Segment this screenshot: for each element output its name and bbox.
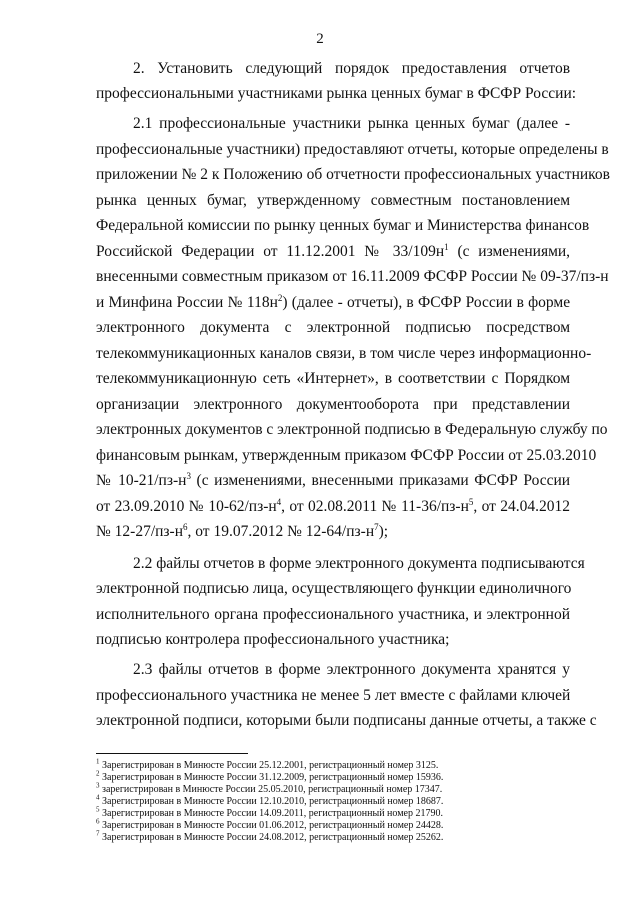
body-line: 2. Установить следующий порядок предоставления отчетов: [133, 60, 571, 77]
footnote-ref: 1: [444, 241, 449, 252]
body-line: приложении № 2 к Положению об отчетности профессиональных участников: [96, 166, 610, 183]
body-line: 2.3 файлы отчетов в форме электронного документа хранятся у: [133, 661, 571, 678]
body-line: № $10-21/пз-н^3$ (с изменениями, внесенными приказами ФСФР России: [96, 470, 571, 489]
body-line: профессиональные участники) предоставляют отчеты, которые определены в: [96, 141, 609, 158]
body-line: электронных документов с электронной подписью в Федеральную службу по: [96, 421, 608, 438]
body-line: организации электронного документооборота при представлении: [96, 396, 570, 413]
body-line: рынка ценных бумаг, утвержденному совместным постановлением: [96, 192, 571, 209]
footnote: $^2$ Зарегистрирован в Минюсте России 31.12.2009, регистрационный номер 15936.: [96, 769, 444, 783]
footnote: $^4$ Зарегистрирован в Минюсте России 12.10.2010, регистрационный номер 18687.: [96, 793, 444, 807]
body-line: 2.2 файлы отчетов в форме электронного документа подписываются: [133, 555, 585, 572]
body-line: внесенными совместным приказом от 16.11.2009 ФСФР России № 09-37/пз-н: [96, 268, 609, 285]
footnote: $^3$ зарегистрирован в Минюсте России 25.05.2010, регистрационный номер 17347.: [96, 781, 443, 795]
footnote: $^7$ Зарегистрирован в Минюсте России 24.08.2012, регистрационный номер 25262.: [96, 829, 444, 843]
footnote: $^1$ Зарегистрирован в Минюсте России 25.12.2001, регистрационный номер 3125.: [96, 757, 439, 771]
footnote-separator: [96, 753, 248, 754]
body-line: Российской Федерации от 11.12.2001 № $33/109н^1$ (с изменениями,: [96, 241, 571, 260]
body-line: 2.1 профессиональные участники рынка ценных бумаг (далее -: [133, 115, 571, 132]
body-line: Федеральной комиссии по рынку ценных бумаг и Министерства финансов: [96, 217, 590, 234]
footnote-ref: 2: [277, 292, 283, 303]
footnote-ref: 7: [374, 521, 379, 532]
page-number: 2: [316, 31, 324, 47]
body-line: финансовым рынкам, утвержденным приказом ФСФР России от 25.03.2010: [96, 447, 597, 464]
footnote: $^5$ Зарегистрирован в Минюсте России 14.09.2011, регистрационный номер 21790.: [96, 805, 443, 819]
body-line: и Минфина России № $118н^2$) (далее - отчеты), в ФСФР России в форме: [96, 292, 571, 311]
body-line: № $12-27/пз-н^6$, от 19.07.2012 № $12-64/пз-н^7$);: [96, 521, 389, 540]
footnote: $^6$ Зарегистрирован в Минюсте России 01.06.2012, регистрационный номер 24428.: [96, 817, 444, 831]
footnote-ref: 3: [186, 470, 191, 481]
body-line: исполнительного органа профессионального участника, и электронной: [96, 606, 571, 623]
footnote-ref: 6: [183, 521, 188, 532]
body-line: от 23.09.2010 № $10-62/пз-н^4$, от 02.08.2011 № $11-36/пз-н^5$, от 24.04.2012: [96, 496, 570, 515]
body-line: профессиональными участниками рынка ценных бумаг в ФСФР России:: [96, 85, 577, 102]
body-line: электронной подписью лица, осуществляющего функции единоличного: [96, 580, 572, 597]
footnote-ref: 5: [468, 496, 474, 507]
body-line: телекоммуникационных каналов связи, в том числе через информационно-: [96, 345, 592, 362]
body-line: электронного документа с электронной подписью посредством: [96, 319, 571, 336]
body-line: телекоммуникационную сеть «Интернет», в соответствии с Порядком: [96, 370, 571, 387]
footnote-ref: 4: [276, 496, 282, 507]
body-line: профессионального участника не менее 5 лет вместе с файлами ключей: [96, 687, 571, 704]
body-line: подписью контролера профессионального участника;: [96, 631, 450, 648]
body-line: электронной подписи, которыми были подписаны данные отчеты, а также с: [96, 712, 597, 729]
